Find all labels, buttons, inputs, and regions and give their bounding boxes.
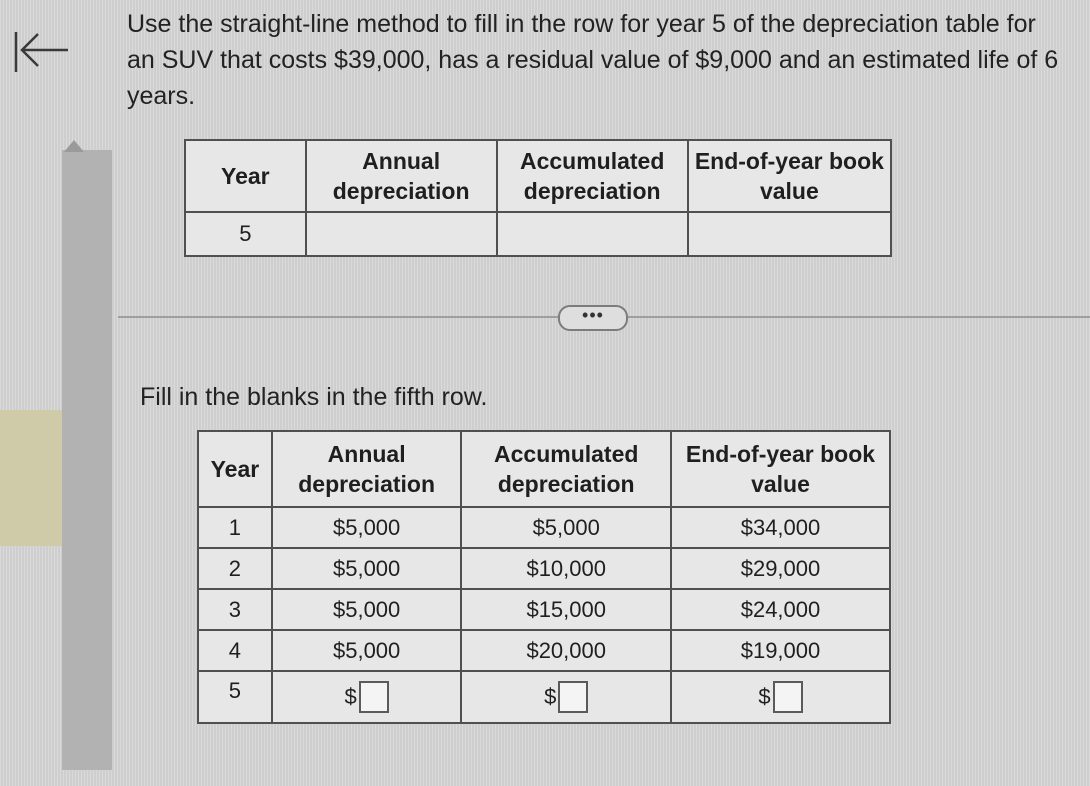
annual-depreciation-answer-cell [272, 671, 462, 723]
annual-depreciation-cell: $5,000 [272, 589, 462, 630]
year-cell: 2 [198, 548, 272, 589]
table-row [185, 212, 891, 256]
header-book-value: End-of-year book value [671, 431, 890, 507]
accumulated-depreciation-cell: $15,000 [461, 589, 671, 630]
header-book-value: End-of-year book value [688, 140, 891, 212]
book-value-cell: $34,000 [671, 507, 890, 548]
year-cell: 4 [198, 630, 272, 671]
annual-depreciation-input[interactable] [359, 681, 389, 713]
book-value-answer-cell [671, 671, 890, 723]
book-value-cell: $24,000 [671, 589, 890, 630]
book-value-cell [688, 212, 891, 256]
year-cell: 5 [198, 671, 272, 723]
accumulated-depreciation-answer-cell [461, 671, 671, 723]
table-row [198, 630, 890, 671]
answer-row [198, 671, 890, 723]
year-cell: 1 [198, 507, 272, 548]
book-value-input[interactable] [773, 681, 803, 713]
annual-depreciation-cell [306, 212, 497, 256]
annual-depreciation-cell: $5,000 [272, 507, 462, 548]
chevron-up-icon[interactable] [62, 138, 86, 154]
accumulated-depreciation-cell [497, 212, 688, 256]
header-annual-depreciation: Annual depreciation [272, 431, 462, 507]
header-year: Year [185, 140, 306, 212]
book-value-cell: $19,000 [671, 630, 890, 671]
header-accumulated-depreciation: Accumulated depreciation [497, 140, 688, 212]
table-row [198, 548, 890, 589]
year-cell: 3 [198, 589, 272, 630]
accumulated-depreciation-cell: $5,000 [461, 507, 671, 548]
scrollbar[interactable] [62, 150, 112, 770]
book-value-cell: $29,000 [671, 548, 890, 589]
year-cell: 5 [185, 212, 306, 256]
currency-symbol: $ [344, 684, 357, 709]
back-arrow-icon [8, 26, 72, 78]
prompt-text: Fill in the blanks in the fifth row. [140, 383, 488, 411]
scrollbar-thumb[interactable] [62, 150, 112, 770]
accumulated-depreciation-input[interactable] [558, 681, 588, 713]
table-row [198, 507, 890, 548]
table-row [198, 589, 890, 630]
accumulated-depreciation-cell: $10,000 [461, 548, 671, 589]
header-annual-depreciation: Annual depreciation [306, 140, 497, 212]
annual-depreciation-cell: $5,000 [272, 548, 462, 589]
back-button[interactable] [8, 26, 72, 78]
annual-depreciation-cell: $5,000 [272, 630, 462, 671]
question-table [184, 139, 892, 257]
accumulated-depreciation-cell: $20,000 [461, 630, 671, 671]
header-accumulated-depreciation: Accumulated depreciation [461, 431, 671, 507]
question-text: Use the straight-line method to fill in the row for year 5 of the depreciation table for an SUV that costs $39,000, has a residual value of $9,000 and an estimated life of 6 years. [127, 10, 1059, 110]
currency-symbol: $ [544, 684, 557, 709]
currency-symbol: $ [758, 684, 771, 709]
header-year: Year [198, 431, 272, 507]
answer-table [197, 430, 891, 724]
expand-button[interactable]: ••• [558, 305, 628, 331]
